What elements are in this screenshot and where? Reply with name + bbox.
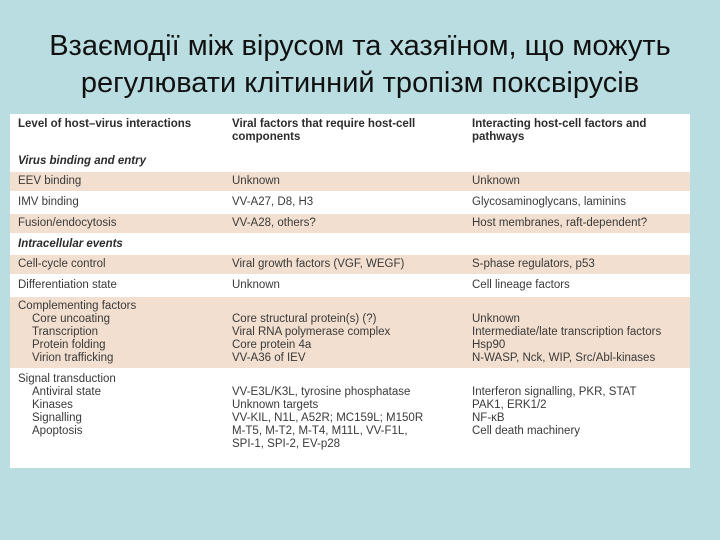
header-row [10, 114, 690, 151]
slide-title [0, 28, 720, 102]
complementing-heading: Complementing factors [18, 300, 137, 312]
table-row [10, 192, 690, 213]
section-intracellular: Intracellular events [10, 234, 690, 254]
viral-item: VV-A36 of IEV [232, 352, 306, 364]
host-item: Hsp90 [472, 339, 506, 351]
host-item: Interferon signalling, PKR, STAT [472, 386, 637, 398]
table-row-signal [10, 369, 690, 455]
table-row [10, 171, 690, 192]
cell-host: Cell lineage factors [464, 275, 690, 296]
viral-item: Unknown targets [232, 399, 319, 411]
cell-level [10, 369, 224, 455]
cell-viral [224, 296, 464, 369]
table-row [10, 275, 690, 296]
cell-level: Cell-cycle control [10, 254, 224, 275]
header-level: Level of host–virus interactions [10, 114, 224, 151]
host-item: Unknown [472, 313, 520, 325]
viral-item: VV-KIL, N1L, A52R; MC159L; M150R [232, 412, 424, 424]
cell-viral [224, 369, 464, 455]
cell-level: EEV binding [10, 171, 224, 192]
title-line-2: регулювати клітинний тропізм поксвірусів [80, 67, 640, 99]
table-row [10, 213, 690, 234]
viral-item: M-T5, M-T2, M-T4, M11L, VV-F1L, [232, 425, 408, 437]
header-viral: Viral factors that require host-cell components [224, 114, 464, 151]
level-item: Apoptosis [32, 425, 83, 437]
level-item: Signalling [32, 412, 82, 424]
level-item: Virion trafficking [32, 352, 114, 364]
cell-host: Glycosaminoglycans, laminins [464, 192, 690, 213]
signal-heading: Signal transduction [18, 373, 116, 385]
cell-level: IMV binding [10, 192, 224, 213]
host-virus-table [10, 114, 690, 468]
host-item: Cell death machinery [472, 425, 581, 437]
cell-viral: VV-A27, D8, H3 [224, 192, 464, 213]
cell-viral: Viral growth factors (VGF, WEGF) [224, 254, 464, 275]
cell-host [464, 296, 690, 369]
cell-host [464, 369, 690, 455]
cell-viral: VV-A28, others? [224, 213, 464, 234]
cell-host: Unknown [464, 171, 690, 192]
section-row [10, 234, 690, 254]
viral-item: Core structural protein(s) (?) [232, 313, 377, 325]
cell-host: Host membranes, raft-dependent? [464, 213, 690, 234]
host-item: Intermediate/late transcription factors [472, 326, 662, 338]
title-line-1: Взаємодії між вірусом та хазяїном, що можуть [49, 30, 671, 62]
table [10, 114, 690, 456]
section-row [10, 151, 690, 171]
level-item: Transcription [32, 326, 99, 338]
table-row [10, 254, 690, 275]
viral-item: VV-E3L/K3L, tyrosine phosphatase [232, 386, 411, 398]
cell-viral: Unknown [224, 275, 464, 296]
host-item: PAK1, ERK1/2 [472, 399, 547, 411]
cell-level: Differentiation state [10, 275, 224, 296]
cell-viral: Unknown [224, 171, 464, 192]
level-item: Protein folding [32, 339, 106, 351]
host-item: N-WASP, Nck, WIP, Src/Abl-kinases [472, 352, 656, 364]
host-item: NF-κB [472, 412, 505, 424]
viral-item: Core protein 4a [232, 339, 312, 351]
section-virus-binding: Virus binding and entry [10, 151, 690, 171]
level-item: Kinases [32, 399, 73, 411]
header-host: Interacting host-cell factors and pathways [464, 114, 690, 151]
viral-item: Viral RNA polymerase complex [232, 326, 391, 338]
cell-level [10, 296, 224, 369]
table-row-complementing [10, 296, 690, 369]
cell-level: Fusion/endocytosis [10, 213, 224, 234]
cell-host: S-phase regulators, p53 [464, 254, 690, 275]
viral-item: SPI-1, SPI-2, EV-p28 [232, 438, 341, 450]
level-item: Antiviral state [32, 386, 102, 398]
level-item: Core uncoating [32, 313, 110, 325]
